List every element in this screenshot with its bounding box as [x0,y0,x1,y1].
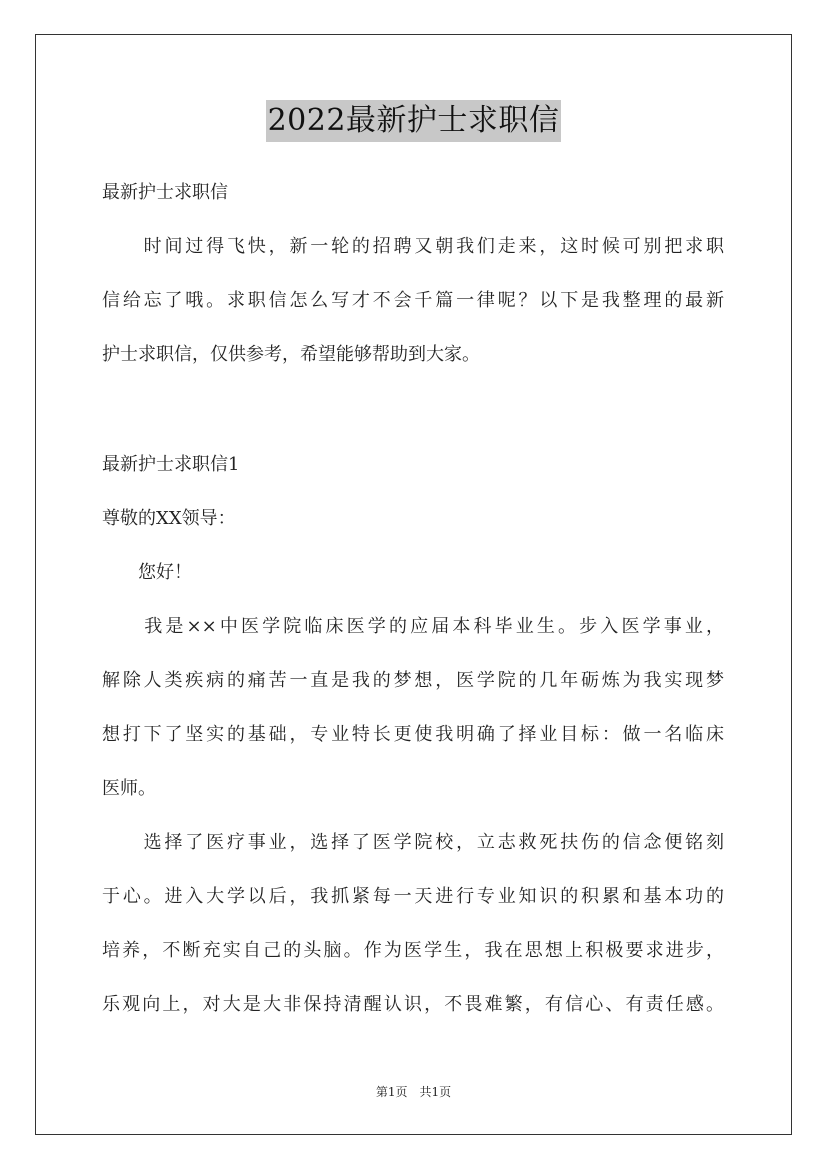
paragraph-line: 想打下了坚实的基础，专业特长更使我明确了择业目标：做一名临床 [102,724,724,745]
paragraph-line: 解除人类疾病的痛苦一直是我的梦想，医学院的几年砺炼为我实现梦 [102,670,724,691]
page-number: 第1页 共1页 [375,1085,452,1099]
paragraph-line: 于心。进入大学以后，我抓紧每一天进行专业知识的积累和基本功的 [102,886,724,907]
subtitle: 最新护士求职信 [102,182,228,203]
greeting: 您好！ [102,562,192,583]
paragraph-line: 乐观向上，对大是大非保持清醒认识，不畏难繁，有信心、有责任感。 [102,994,724,1015]
document-title: 2022最新护士求职信 [266,100,562,142]
salutation: 尊敬的XX领导： [102,508,236,529]
paragraph-line: 选择了医疗事业，选择了医学院校，立志救死扶伤的信念便铭刻 [102,832,724,853]
paragraph-line: 医师。 [102,778,156,799]
paragraph-line: 培养，不断充实自己的头脑。作为医学生，我在思想上积极要求进步， [102,940,724,961]
intro-line: 时间过得飞快，新一轮的招聘又朝我们走来，这时候可别把求职 [102,236,724,257]
title-container [0,100,827,142]
intro-line: 信给忘了哦。求职信怎么写才不会千篇一律呢？以下是我整理的最新 [102,290,724,311]
section-heading: 最新护士求职信1 [102,454,240,475]
intro-line: 护士求职信，仅供参考，希望能够帮助到大家。 [102,344,480,365]
paragraph-line: 我是××中医学院临床医学的应届本科毕业生。步入医学事业， [102,616,724,637]
